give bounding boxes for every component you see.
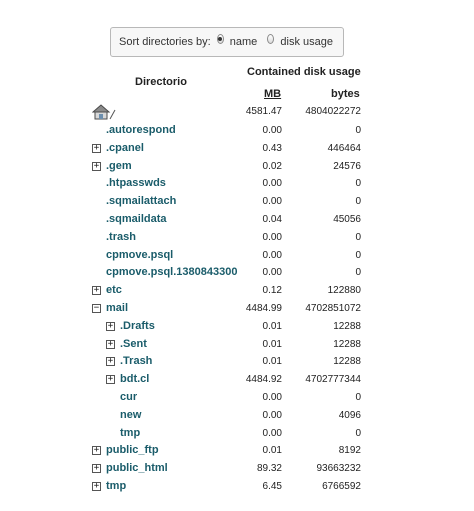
sort-disk-usage-label[interactable]: disk usage — [280, 36, 333, 48]
directory-name-link[interactable]: bdt.cl — [120, 373, 150, 386]
directory-row — [0, 176, 474, 193]
size-bytes: 4702777344 — [305, 374, 361, 386]
directory-row — [0, 354, 474, 371]
directory-name-link[interactable]: etc — [106, 284, 122, 297]
size-bytes: 0 — [355, 178, 361, 190]
size-mb: 0.00 — [262, 196, 282, 208]
directory-row — [0, 159, 474, 176]
expand-icon[interactable]: + — [93, 142, 100, 153]
sort-label: Sort directories by: — [119, 36, 211, 48]
directory-row — [0, 141, 474, 158]
expand-icon[interactable]: + — [93, 481, 100, 491]
directory-row — [0, 390, 474, 407]
size-bytes: 45056 — [333, 214, 361, 225]
expand-icon[interactable]: + — [93, 463, 100, 474]
directory-name-link[interactable]: .Drafts — [120, 319, 155, 332]
directory-name-link[interactable]: .gem — [106, 159, 132, 172]
directory-name-link[interactable]: .sqmailattach — [106, 195, 177, 208]
bytes-column-header: bytes — [331, 88, 360, 100]
directory-name-link[interactable]: new — [120, 408, 142, 421]
directory-name-link[interactable]: cpmove.psql.1380843300 — [106, 266, 238, 279]
root-bytes: 4804022272 — [305, 106, 361, 117]
size-bytes: 4096 — [338, 409, 361, 421]
expand-icon[interactable]: + — [93, 160, 100, 171]
directory-name-link[interactable]: public_html — [106, 462, 168, 475]
expand-icon[interactable]: + — [107, 338, 114, 349]
directory-row — [0, 319, 474, 336]
size-bytes: 122880 — [327, 285, 361, 297]
directory-row — [0, 283, 474, 300]
directory-row — [0, 301, 474, 318]
home-icon[interactable] — [92, 104, 116, 120]
root-mb: 4581.47 — [245, 106, 282, 117]
directory-header: Directorio — [135, 76, 187, 88]
directory-row — [0, 123, 474, 140]
directory-name-link[interactable]: public_ftp — [106, 444, 159, 457]
collapse-icon[interactable]: − — [93, 303, 100, 313]
size-bytes: 12288 — [333, 338, 361, 350]
size-bytes: 12288 — [333, 320, 361, 332]
directory-row — [0, 461, 474, 478]
size-mb: 4484.92 — [245, 374, 282, 386]
sort-name-label[interactable]: name — [229, 36, 258, 48]
size-bytes: 0 — [355, 392, 361, 403]
size-mb: 0.00 — [262, 125, 282, 136]
size-bytes: 0 — [355, 125, 361, 136]
directory-row — [0, 372, 474, 389]
size-mb: 0.01 — [262, 338, 282, 350]
directory-row — [0, 408, 474, 425]
size-mb: 89.32 — [256, 463, 282, 475]
directory-name-link[interactable]: .trash — [106, 230, 136, 243]
size-bytes: 24576 — [333, 160, 361, 172]
size-bytes: 8192 — [338, 445, 361, 457]
directory-row — [0, 194, 474, 211]
directory-row — [0, 337, 474, 354]
size-bytes: 0 — [355, 196, 361, 208]
expand-icon[interactable]: + — [107, 374, 114, 385]
directory-name-link[interactable]: cpmove.psql — [106, 248, 174, 261]
directory-name-link[interactable]: .sqmaildata — [106, 213, 167, 225]
size-mb: 0.00 — [262, 231, 282, 243]
directory-name-link[interactable]: cur — [120, 391, 138, 403]
directory-row — [0, 443, 474, 460]
size-mb: 0.02 — [262, 160, 282, 172]
directory-name-link[interactable]: .Sent — [120, 337, 147, 350]
size-bytes: 0 — [355, 267, 361, 279]
directory-row — [0, 248, 474, 265]
size-mb: 0.04 — [262, 214, 282, 225]
size-mb: 0.00 — [262, 249, 282, 261]
size-mb: 0.00 — [262, 392, 282, 403]
sort-disk-usage-radio[interactable] — [267, 34, 274, 44]
size-mb: 4484.99 — [245, 303, 282, 314]
size-mb: 0.00 — [262, 178, 282, 190]
directory-row — [0, 426, 474, 443]
size-bytes: 6766592 — [322, 481, 361, 492]
size-mb: 0.00 — [262, 427, 282, 439]
size-mb: 0.00 — [262, 267, 282, 279]
size-mb: 6.45 — [262, 481, 282, 492]
expand-icon[interactable]: + — [93, 285, 100, 296]
size-mb: 0.01 — [262, 320, 282, 332]
root-row — [0, 104, 474, 121]
directory-name-link[interactable]: tmp — [120, 426, 141, 439]
directory-name-link[interactable]: tmp — [106, 480, 127, 492]
disk-usage-header: Contained disk usage — [247, 66, 361, 78]
size-bytes: 4702851072 — [305, 303, 361, 314]
directory-name-link[interactable]: .autorespond — [106, 124, 176, 136]
size-bytes: 0 — [355, 249, 361, 261]
directory-name-link[interactable]: .cpanel — [106, 141, 144, 154]
sort-selector — [110, 27, 344, 57]
mb-column-header[interactable]: MB — [264, 88, 282, 100]
directory-row — [0, 265, 474, 282]
expand-icon[interactable]: + — [107, 320, 114, 331]
size-bytes: 446464 — [327, 142, 361, 154]
size-bytes: 0 — [355, 427, 361, 439]
sort-name-radio[interactable] — [217, 34, 224, 44]
size-mb: 0.12 — [262, 285, 282, 297]
directory-row — [0, 479, 474, 496]
directory-row — [0, 230, 474, 247]
expand-icon[interactable]: + — [93, 445, 100, 456]
directory-name-link[interactable]: .Trash — [120, 355, 153, 368]
size-mb: 0.01 — [262, 356, 282, 368]
size-bytes: 93663232 — [316, 463, 361, 475]
size-mb: 0.01 — [262, 445, 282, 457]
directory-name-link[interactable]: .htpasswds — [106, 177, 166, 190]
directory-row — [0, 212, 474, 229]
size-mb: 0.00 — [262, 409, 282, 421]
size-mb: 0.43 — [262, 142, 282, 154]
size-bytes: 0 — [355, 231, 361, 243]
expand-icon[interactable]: + — [107, 356, 114, 367]
size-bytes: 12288 — [333, 356, 361, 368]
directory-name-link[interactable]: mail — [106, 302, 129, 314]
